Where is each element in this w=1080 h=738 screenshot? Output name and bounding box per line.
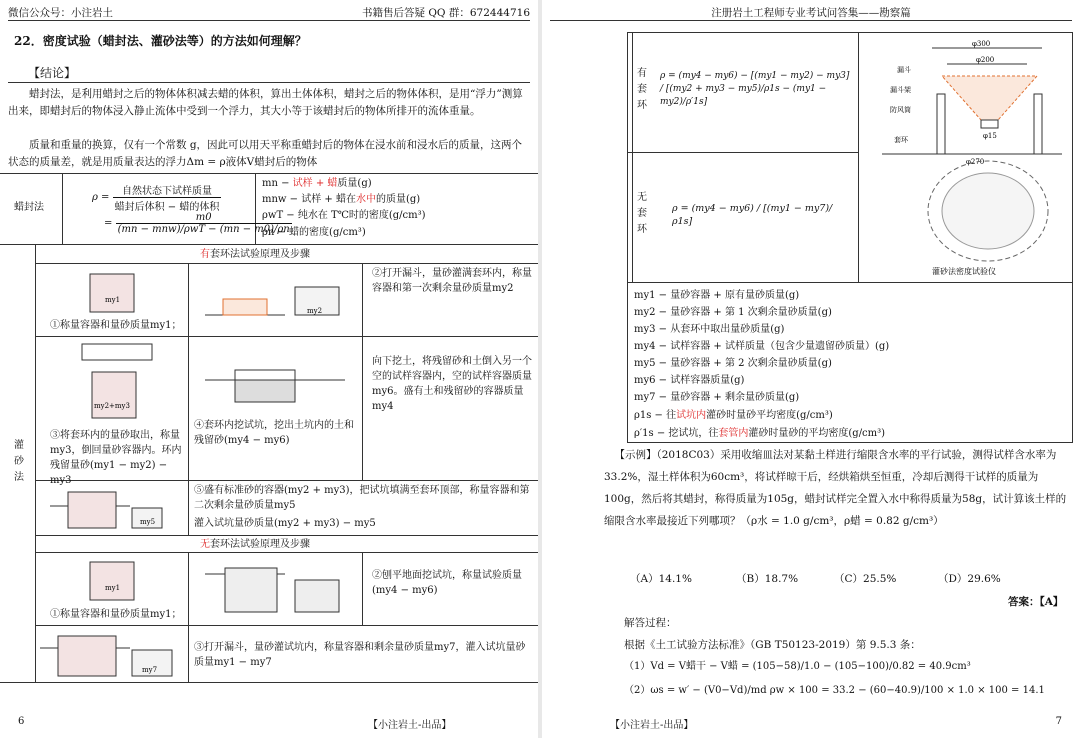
step-2: ②打开漏斗，量砂灌满套环内，称量容器和第一次剩余量砂质量my2 — [372, 268, 532, 294]
divider — [35, 336, 538, 337]
right-header — [550, 4, 1072, 21]
divider — [627, 442, 1073, 443]
no-ring-step-1: ①称量容器和量砂质量my1； — [50, 609, 182, 620]
def-text: 灌砂时量砂的平均密度(g/cm³) — [748, 428, 886, 439]
divider — [362, 263, 363, 480]
option-b: （B）18.7% — [736, 573, 799, 585]
page-number: 6 — [18, 716, 25, 727]
without-ring-label: 无套环 — [637, 192, 647, 235]
header-highlight: 无 — [200, 539, 210, 550]
question-title: 22．密度试验（蜡封法、灌砂法等）的方法如何理解？ — [14, 34, 307, 48]
def-highlight: 试坑内 — [676, 410, 707, 421]
label-windshield: 防风筒 — [890, 106, 911, 114]
divider — [188, 263, 189, 480]
divider — [0, 682, 538, 683]
step-4: ④套环内挖试坑，挖出土坑内的土和残留砂(my4 − my6) — [194, 420, 354, 446]
left-footer — [8, 716, 530, 730]
step-3: ③将套环内的量砂取出，称量my3，倒回量砂容器内。环内残留量砂(my1 − my2) − my3 — [50, 430, 182, 486]
def-highlight: 套管内 — [718, 428, 749, 439]
def-text: 质量(g) — [337, 178, 372, 189]
no-ring-header — [200, 537, 310, 552]
conclusion-heading: 【结论】 — [28, 66, 77, 80]
dim-15: φ15 — [983, 132, 997, 140]
def-text: mn − — [262, 178, 293, 189]
divider — [188, 625, 189, 682]
no-ring-step-2: ②刨平地面挖试坑，称量试验质量(my4 − my6) — [372, 570, 522, 596]
header-qq-group: 书籍售后答疑 QQ 群：672444716 — [361, 7, 530, 19]
ring-sketch-2 — [205, 275, 355, 325]
divider — [35, 535, 538, 536]
no-ring-step-3: ③打开漏斗，量砂灌试坑内，称量容器和剩余量砂质量my7，灌入试坑量砂质量my1 − my7 — [194, 642, 526, 668]
label-funnel-frame: 漏斗架 — [890, 86, 911, 94]
divider — [632, 32, 633, 282]
sand-cone-apparatus-diagram — [862, 36, 1068, 280]
with-ring-header — [200, 247, 310, 262]
divider — [8, 82, 530, 83]
with-ring-label: 有套环 — [637, 68, 647, 111]
without-ring-formula: ρ = (my4 − my6) / [(my1 − my7)/ρ1s] — [672, 203, 833, 227]
header-text: 套环法试验原理及步骤 — [210, 249, 310, 260]
label-my1: my1 — [105, 584, 121, 592]
def-item: my6 − 试样容器质量(g) — [634, 375, 745, 386]
apparatus-caption: 灌砂法密度试验仪 — [932, 267, 996, 276]
def-item: my7 − 量砂容器 + 剩余量砂质量(g) — [634, 392, 800, 403]
def-item: my1 − 量砂容器 + 原有量砂质量(g) — [634, 290, 800, 301]
container-sketch-1 — [80, 268, 150, 318]
def-rho-1s — [634, 408, 833, 423]
header-highlight: 有 — [200, 249, 210, 260]
pit-sketch-4 — [205, 350, 355, 410]
divider — [627, 282, 628, 442]
dim-300: φ300 — [972, 40, 991, 48]
with-ring-formula: ρ = (my4 − my6) − [(my1 − my2) − my3] / [(my2 + my3 − my5)/ρ1s − (my1 − my2)/ρ′1s] — [660, 71, 850, 107]
footer-text: 【小注岩土-出品】 — [610, 720, 694, 731]
header-title: 注册岩土工程师专业考试问答集——勘察篇 — [711, 7, 911, 19]
left-page — [0, 0, 538, 738]
wax-def-1 — [262, 176, 372, 191]
sand-method-label: 灌砂法 — [14, 440, 24, 483]
wax-frac1-num: 自然状态下试样质量 — [113, 182, 222, 198]
wax-frac2-num: m0 — [116, 212, 292, 224]
divider — [627, 32, 628, 282]
def-text: ρ1s − 往 — [634, 410, 677, 421]
divider — [1072, 282, 1073, 442]
solution-step-2: （2）ωs = w′ − (V0−Vd)/md ρw × 100 = 33.2 − (60−40.9)/100 × 1.0 × 100 = 14.1 — [624, 685, 1045, 696]
divider — [35, 552, 538, 553]
label-my7: my7 — [142, 666, 158, 674]
header-text: 套环法试验原理及步骤 — [210, 539, 310, 550]
divider — [188, 480, 189, 535]
def-text: ρ′1s − 挖试坑，往 — [634, 428, 719, 439]
def-item: my3 − 从套环中取出量砂质量(g) — [634, 324, 785, 335]
divider — [0, 244, 538, 245]
label-my5: my5 — [140, 518, 156, 526]
wax-frac2-den: (mn − mnw)/ρwT − (mn − m0)/ρn — [117, 224, 290, 235]
def-item: my4 − 试样容器 + 试样质量（包含少量遗留砂质量）(g) — [634, 341, 890, 352]
left-header — [8, 4, 530, 21]
label-ring: 套环 — [894, 136, 908, 144]
wax-def-4: ρn − 蜡的密度(g/cm³) — [262, 227, 366, 238]
def-text: 的质量(g) — [375, 194, 421, 205]
wax-method-label: 蜡封法 — [14, 202, 44, 213]
divider — [35, 244, 36, 682]
page-number: 7 — [1055, 716, 1062, 727]
option-d: （D）29.6% — [938, 573, 1001, 585]
def-text: mnw − 试样 + 蜡在 — [262, 194, 356, 205]
divider — [188, 552, 189, 625]
def-rho-1s-prime — [634, 426, 885, 441]
label-funnel: 漏斗 — [897, 66, 911, 74]
example-question: 【示例】（2018C03）采用收缩皿法对某黏土样进行缩限含水率的平行试验，测得试样含水率为33.2%，湿土样体积为60cm³，将试样晾干后，经烘箱烘至恒重，冷却后测得干试样的质量为100g，然后将其蜡封，称得质量为105g，蜡封试样完全置入水中称得质量为58g，试计算该土样的缩限含水率最接近下列哪项？（ρ水 = 1.0 g/cm³，ρ蜡 = 0.82 g/cm³） — [604, 449, 1067, 527]
dim-200: φ200 — [976, 56, 995, 64]
wax-frac1-den: 蜡封后体积 − 蜡的体积 — [114, 202, 220, 213]
wax-rho: ρ = — [92, 192, 110, 203]
paragraph-1: 蜡封法，是利用蜡封之后的物体体积减去蜡的体积，算出土体体积，蜡封之后的物体体积，是用“浮力”测算出来，即蜡封后的物体浸入静止流体中受到一个浮力，其大小等于该蜡封后的物体所排开的流体重量。 — [8, 88, 523, 117]
option-c: （C）25.5% — [834, 573, 897, 585]
divider — [35, 625, 538, 626]
def-highlight: 水中 — [355, 194, 376, 205]
solution-heading: 解答过程： — [624, 617, 677, 629]
wax-def-3: ρwT − 纯水在 T℃时的密度(g/cm³) — [262, 210, 426, 221]
right-page — [542, 0, 1080, 738]
container-sketch-n3 — [40, 628, 185, 680]
container-sketch-3 — [70, 340, 170, 425]
step-5b: 灌入试坑量砂质量(my2 + my3) − my5 — [194, 518, 376, 529]
divider — [1072, 32, 1073, 282]
label-my2: my2 — [307, 307, 323, 315]
divider — [35, 263, 538, 264]
footer-text: 【小注岩土-出品】 — [368, 720, 452, 731]
def-text: 灌砂时量砂平均密度(g/cm³) — [706, 410, 833, 421]
divider — [627, 152, 859, 153]
container-sketch-5 — [50, 484, 180, 532]
def-item: my2 − 量砂容器 + 第 1 次剩余量砂质量(g) — [634, 307, 832, 318]
label-my2my3: my2+my3 — [94, 402, 130, 410]
paragraph-2: 质量和重量的换算，仅有一个常数 g，因此可以用天平称重蜡封后的物体在浸水前和浸水后的质量，这两个状态的质量差，就是用质量表达的浮力Δm = ρ液体V蜡封后的物体 — [8, 139, 523, 168]
step-4b: 向下挖土，将残留砂和土倒入另一个空的试样容器内，空的试样容器质量my6。盛有土和残留砂的容器质量my4 — [372, 356, 532, 412]
wax-eq: = — [104, 218, 113, 229]
label-my1: my1 — [105, 296, 121, 304]
answer: 答案：【A】 — [1008, 596, 1064, 608]
header-wechat: 微信公众号：小注岩土 — [8, 7, 113, 19]
divider — [627, 32, 1073, 33]
option-a: （A）14.1% — [630, 573, 692, 585]
wax-def-2 — [262, 192, 420, 207]
solution-basis: 根据《土工试验方法标准》（GB T50123-2019）第 9.5.3 条： — [624, 639, 921, 651]
divider — [858, 32, 859, 282]
step-5: ⑤盛有标准砂的容器(my2 + my3)，把试坑填满至套环顶部，称量容器和第二次剩余量砂质量my5 — [194, 485, 530, 511]
divider — [627, 282, 1073, 283]
container-sketch-n1 — [80, 556, 150, 606]
divider — [362, 552, 363, 625]
solution-step-1: （1）Vd = V蜡干 − V蜡 = (105−58)/1.0 − (105−100)/0.82 = 40.9cm³ — [624, 661, 971, 672]
divider — [62, 173, 63, 244]
def-item: my5 − 量砂容器 + 第 2 次剩余量砂质量(g) — [634, 358, 832, 369]
pit-sketch-n2 — [205, 560, 355, 620]
dim-270: φ270 — [966, 158, 985, 166]
wax-formula — [92, 182, 221, 213]
def-highlight: 试样 + 蜡 — [292, 178, 338, 189]
right-footer — [550, 716, 1072, 730]
divider — [0, 173, 538, 174]
step-1: ①称量容器和量砂质量my1； — [50, 320, 182, 331]
